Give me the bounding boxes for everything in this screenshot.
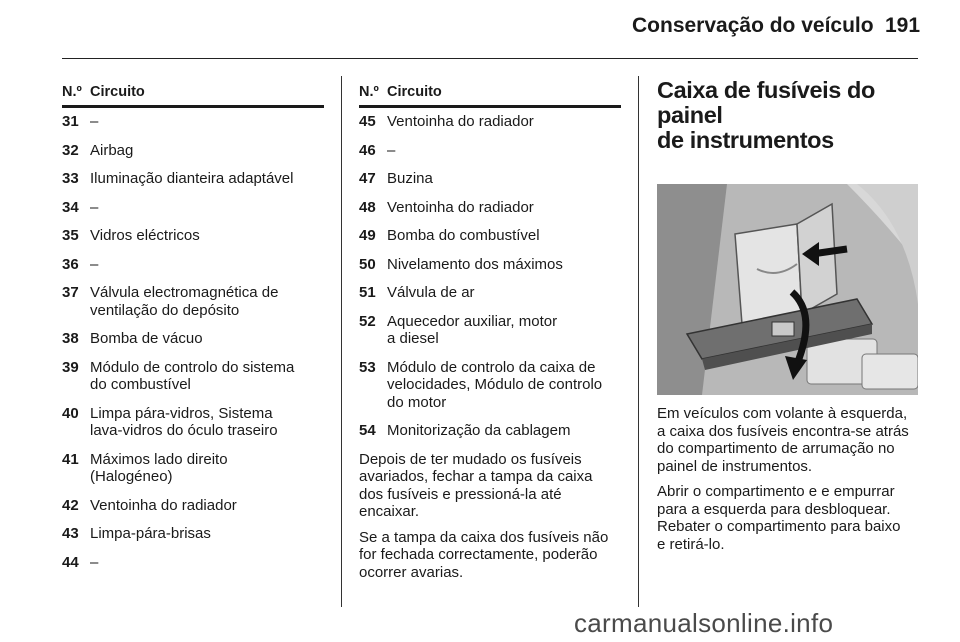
header-circuit: Circuito <box>387 84 442 100</box>
fuse-circuit: Ventoinha do radiador <box>90 496 237 514</box>
fuse-number: 34 <box>62 198 79 216</box>
fuse-circuit: Ventoinha do radiador <box>387 113 534 130</box>
fuse-number: 53 <box>359 358 376 376</box>
paragraph-location: Em veículos com volante à esquerda, a caixa dos fusíveis encontra-se atrás do compartimento de arrumação no painel de instrumentos. <box>657 405 909 475</box>
table-row <box>62 227 324 245</box>
fuse-circuit: Bomba de vácuo <box>90 330 203 347</box>
fuse-circuit: Limpa-pára-brisas <box>90 525 211 542</box>
fuse-number: 35 <box>62 227 79 244</box>
fuse-table-left <box>62 82 324 582</box>
fuse-circuit: Módulo de controlo da caixa de velocidades, Módulo de controlo do motor <box>387 358 603 411</box>
table-header <box>62 82 324 108</box>
table-row <box>359 422 621 440</box>
table-row <box>62 405 324 440</box>
column-divider-left <box>341 76 342 607</box>
fuse-circuit: Bomba do combustível <box>387 227 540 244</box>
instrument-panel-section <box>657 78 927 153</box>
fuse-number: 42 <box>62 496 79 514</box>
watermark: carmanualsonline.info <box>574 608 834 638</box>
table-row <box>359 359 621 412</box>
fuse-circuit: Iluminação dianteira adaptável <box>90 170 294 187</box>
fuse-circuit: Aquecedor auxiliar, motor a diesel <box>387 312 558 347</box>
table-row <box>62 256 324 274</box>
fuse-box-illustration-icon <box>657 184 918 395</box>
table-row <box>359 256 621 274</box>
fuse-number: 49 <box>359 227 376 244</box>
table-row <box>62 113 324 131</box>
table-row <box>359 170 621 188</box>
header-divider <box>62 58 918 59</box>
table-row <box>62 359 324 394</box>
table-row <box>359 142 621 160</box>
fuse-number: 50 <box>359 255 376 273</box>
fuse-circuit: Máximos lado direito (Halogéneo) <box>90 450 228 485</box>
instrument-panel-text <box>657 405 932 553</box>
table-row <box>62 451 324 486</box>
fuse-circuit: Nivelamento dos máximos <box>387 255 563 273</box>
table-row <box>359 284 621 302</box>
fuse-circuit: Airbag <box>90 141 134 159</box>
table-row <box>359 113 621 131</box>
fuse-number: 45 <box>359 113 376 130</box>
fuse-circuit: – <box>90 198 99 216</box>
table-rows <box>359 113 621 440</box>
section-heading: Caixa de fusíveis do painel de instrumentos <box>657 77 875 153</box>
page-number: 191 <box>885 14 921 37</box>
table-rows <box>62 113 324 571</box>
fuse-number: 37 <box>62 284 79 301</box>
fuse-circuit: Vidros eléctricos <box>90 227 200 244</box>
fuse-circuit: – <box>90 553 99 571</box>
fuse-number: 31 <box>62 113 79 130</box>
fuse-circuit: Buzina <box>387 170 433 187</box>
column-divider-right <box>638 76 639 607</box>
table-row <box>62 170 324 188</box>
table-row <box>62 554 324 572</box>
fuse-number: 47 <box>359 170 376 187</box>
fuse-number: 44 <box>62 553 79 571</box>
fuse-circuit: Módulo de controlo do sistema do combustível <box>90 358 295 393</box>
paragraph-after-replacing: Depois de ter mudado os fusíveis avariados, fechar a tampa da caixa dos fusíveis e pressioná-la até encaixar. <box>359 450 593 520</box>
fuse-number: 54 <box>359 422 376 439</box>
chapter-title: Conservação do veículo <box>632 14 874 37</box>
fuse-number: 41 <box>62 450 79 468</box>
fuse-circuit: Válvula electromagnética de ventilação do depósito <box>90 284 279 319</box>
table-row <box>359 313 621 348</box>
table-row <box>62 142 324 160</box>
table-row <box>62 525 324 543</box>
fuse-number: 39 <box>62 358 79 376</box>
paragraph-warning: Se a tampa da caixa dos fusíveis não for fechada correctamente, poderão ocorrer avarias. <box>359 528 609 581</box>
fuse-circuit: – <box>387 141 396 159</box>
paragraph-instructions: Abrir o compartimento e e empurrar para a esquerda para desbloquear. Rebater o compartimento para baixo e retirá-lo. <box>657 483 901 553</box>
header-number: N.º <box>62 84 82 100</box>
fuse-circuit: – <box>90 113 99 130</box>
fuse-number: 38 <box>62 330 79 347</box>
fuse-circuit: Limpa pára-vidros, Sistema lava-vidros do óculo traseiro <box>90 404 278 439</box>
fuse-circuit: Monitorização da cablagem <box>387 422 571 439</box>
fuse-number: 46 <box>359 141 376 159</box>
fuse-number: 43 <box>62 525 79 542</box>
header-circuit: Circuito <box>90 84 145 100</box>
fuse-circuit: – <box>90 255 99 273</box>
header-number: N.º <box>359 84 379 100</box>
fuse-number: 33 <box>62 170 79 187</box>
table-row <box>62 284 324 319</box>
table-header <box>359 82 621 108</box>
fuse-number: 52 <box>359 312 376 330</box>
fuse-number: 32 <box>62 141 79 159</box>
fuse-table-middle <box>359 82 621 581</box>
fuse-circuit: Ventoinha do radiador <box>387 198 534 216</box>
fuse-box-illustration <box>657 184 918 395</box>
fuse-number: 36 <box>62 255 79 273</box>
table-row <box>62 330 324 348</box>
fuse-number: 48 <box>359 198 376 216</box>
table-row <box>62 199 324 217</box>
table-row <box>359 199 621 217</box>
table-row <box>359 227 621 245</box>
fuse-number: 51 <box>359 284 376 301</box>
fuse-circuit: Válvula de ar <box>387 284 475 301</box>
table-row <box>62 497 324 515</box>
fuse-number: 40 <box>62 404 79 422</box>
